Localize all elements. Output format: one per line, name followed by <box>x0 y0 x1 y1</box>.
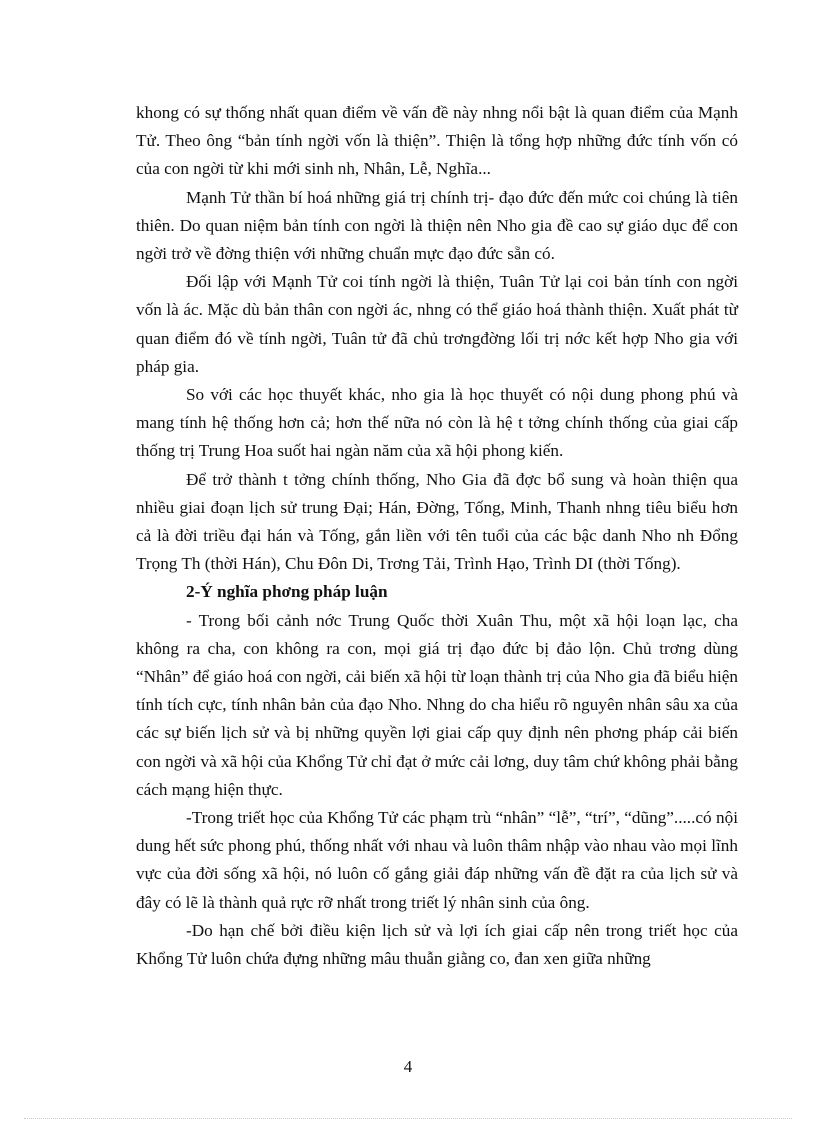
section-heading: 2-Ý nghĩa phơng pháp luận <box>186 582 388 602</box>
paragraph: Mạnh Tử thần bí hoá những giá trị chính trị- đạo đức đến mức coi chúng là tiên thiên. Do quan niệm bản tính con ngời là thiện nên Nho gia đề cao sự giáo dục để con ngời trở về đờng thiện với những chuẩn mực đạo đức sẵn có. <box>136 187 738 264</box>
paragraph: So với các học thuyết khác, nho gia là học thuyết có nội dung phong phú và mang tính hệ thống hơn cả; hơn thế nữa nó còn là hệ t tởng chính thống của giai cấp thống trị Trung Hoa suốt hai ngàn năm của xã hội phong kiến. <box>136 385 738 461</box>
page-number: 4 <box>403 1057 413 1076</box>
paragraph: -Trong triết học của Khổng Tử các phạm trù “nhân” “lễ”, “trí”, “dũng”.....có nội dung hết sức phong phú, thống nhất với nhau và luôn thâm nhập vào nhau vào mọi lĩnh vực của đời sống xã hội, nó luôn cố gắng giải đáp những vấn đề đặt ra của lịch sử và đây có lẽ là thành quả rực rỡ nhất trong triết lý nhân sinh của ông. <box>136 808 738 912</box>
paragraph: - Trong bối cảnh nớc Trung Quốc thời Xuân Thu, một xã hội loạn lạc, cha không ra cha, con không ra con, mọi giá trị đạo đức bị đảo lộn. Chủ trơng dùng “Nhân” để giáo hoá con ngời, cải biến xã hội từ loạn thành trị của Nho gia đã biểu hiện tính tích cực, tính nhân bản của đạo Nho. Nhng do cha hiểu rõ nguyên nhân sâu xa của các sự biến lịch sử và bị những quyền lợi giai cấp quy định nên phơng pháp cải biến con ngời và xã hội của Khổng Tử chỉ đạt ở mức cải lơng, duy tâm chứ không phải bằng cách mạng hiện thực. <box>136 610 738 799</box>
page-bottom-divider <box>24 1118 792 1119</box>
paragraph: -Do hạn chế bởi điều kiện lịch sử và lợi ích giai cấp nên trong triết học của Khổng Tử luôn chứa đựng những mâu thuẫn giằng co, đan xen giữa những <box>136 920 738 969</box>
body-text <box>136 99 738 973</box>
paragraph: Đối lập với Mạnh Tử coi tính ngời là thiện, Tuân Tử lại coi bản tính con ngời vốn là ác. Mặc dù bản thân con ngời ác, nhng có thể giáo hoá thành thiện. Xuất phát từ quan điểm đó về tính ngời, Tuân tử đã chủ trơngđờng lối trị nớc kết hợp Nho gia với pháp gia. <box>136 272 738 376</box>
paragraph: Để trở thành t tởng chính thống, Nho Gia đã đợc bổ sung và hoàn thiện qua nhiều giai đoạn lịch sử trung Đại; Hán, Đờng, Tống, Minh, Thanh nhng tiêu biểu hơn cả là đời triều đại hán và Tống, gắn liền với tên tuổi của các bậc danh Nho nh Đổng Trọng Th (thời Hán), Chu Đôn Di, Trơng Tải, Trình Hạo, Trình DI (thời Tống). <box>136 469 738 574</box>
paragraph: khong có sự thống nhất quan điểm về vấn đề này nhng nổi bật là quan điểm của Mạnh Tử. Theo ông “bản tính ngời vốn là thiện”. Thiện là tổng hợp những đức tính vốn có của con ngời từ khi mới sinh nh, Nhân, Lễ, Nghĩa... <box>136 103 738 179</box>
